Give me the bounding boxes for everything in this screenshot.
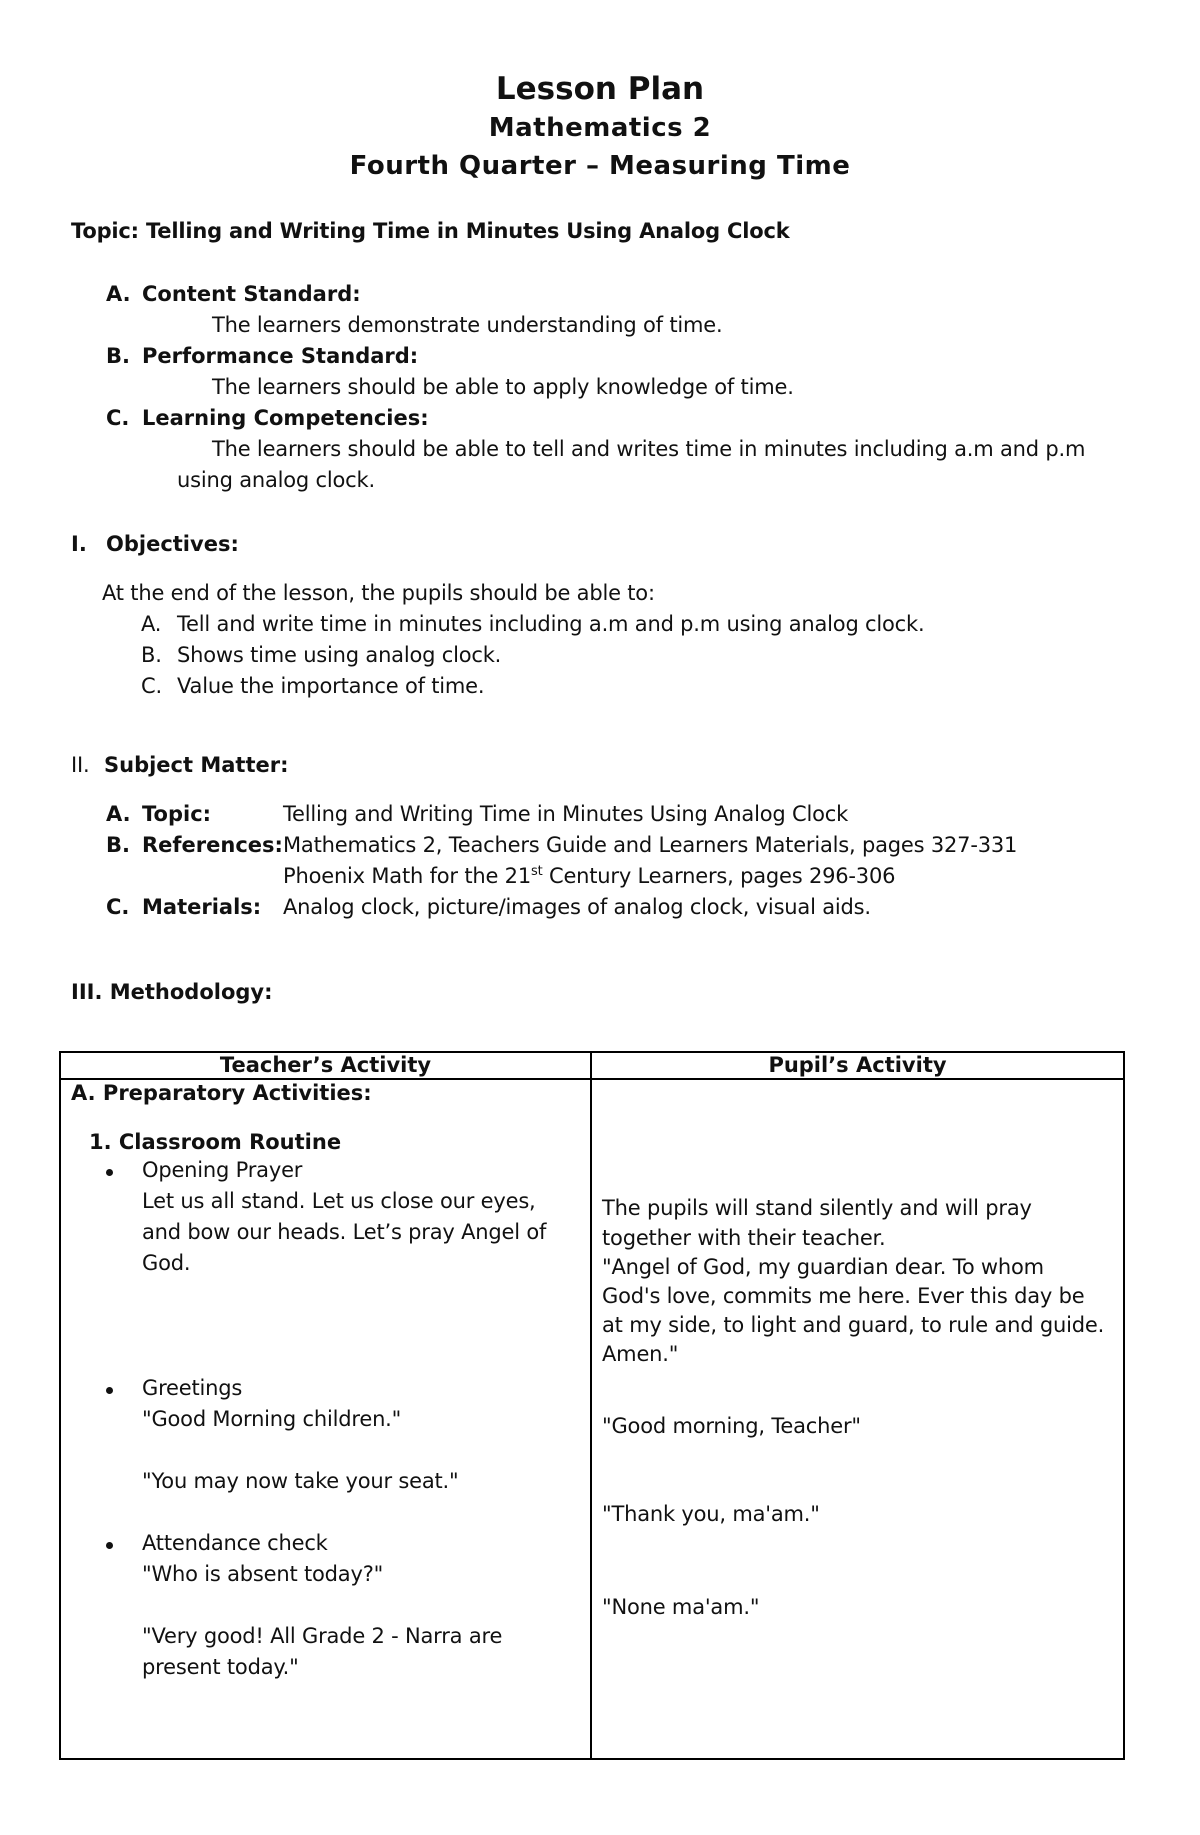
greetings-line: "Good Morning children." <box>142 1407 402 1431</box>
subject-matter-heading: Subject Matter: <box>104 753 289 777</box>
sm-topic-label: Topic: <box>142 802 212 826</box>
objective-b-text: Shows time using analog clock. <box>177 643 502 667</box>
sm-materials-label: Materials: <box>142 895 262 919</box>
sm-reference-2-pre: Phoenix Math for the 21 <box>283 864 532 888</box>
objectives-intro: At the end of the lesson, the pupils should be able to: <box>102 581 655 605</box>
pupil-prayer-line-5: at my side, to light and guard, to rule and guide. <box>602 1313 1105 1337</box>
subject-matter-marker: II. <box>71 753 90 777</box>
pupil-attendance-reply: "None ma'am." <box>602 1595 760 1619</box>
subject-title: Mathematics 2 <box>488 113 712 143</box>
methodology-heading: III. Methodology: <box>71 980 273 1004</box>
learning-competencies-text-2: using analog clock. <box>177 468 375 492</box>
sm-references-label: References: <box>142 833 283 857</box>
objective-a-text: Tell and write time in minutes including a.m and p.m using analog clock. <box>177 612 925 636</box>
greetings-bullet <box>106 1387 113 1394</box>
objectives-heading: Objectives: <box>106 532 239 556</box>
sm-references-marker: B. <box>106 833 130 857</box>
sm-reference-1: Mathematics 2, Teachers Guide and Learners Materials, pages 327-331 <box>283 833 1018 857</box>
greetings-title: Greetings <box>142 1376 243 1400</box>
learning-competencies-text-1: The learners should be able to tell and writes time in minutes including a.m and p.m <box>212 437 1086 461</box>
classroom-routine: 1. Classroom Routine <box>89 1130 342 1154</box>
content-standard-label: Content Standard: <box>142 282 361 306</box>
performance-standard-label: Performance Standard: <box>142 344 419 368</box>
pupil-prayer-line-2: together with their teacher. <box>602 1226 886 1250</box>
content-standard-marker: A. <box>106 282 131 306</box>
learning-competencies-marker: C. <box>106 406 130 430</box>
attendance-title: Attendance check <box>142 1531 328 1555</box>
sm-materials-value: Analog clock, picture/images of analog clock, visual aids. <box>283 895 871 919</box>
sm-reference-2 <box>283 864 895 888</box>
sm-topic-value: Telling and Writing Time in Minutes Using Analog Clock <box>283 802 849 826</box>
sm-materials-marker: C. <box>106 895 130 919</box>
very-good-line-2: present today." <box>142 1655 299 1679</box>
quarter-title: Fourth Quarter – Measuring Time <box>349 151 851 181</box>
very-good-line-1: "Very good! All Grade 2 - Narra are <box>142 1624 503 1648</box>
objective-b-marker: B. <box>141 643 162 667</box>
prayer-line-3: God. <box>142 1251 191 1275</box>
preparatory-activities: A. Preparatory Activities: <box>71 1081 372 1105</box>
performance-standard-marker: B. <box>106 344 130 368</box>
sm-topic-marker: A. <box>106 802 131 826</box>
objective-c-text: Value the importance of time. <box>177 674 485 698</box>
pupil-prayer-line-4: God's love, commits me here. Ever this day be <box>602 1284 1085 1308</box>
objectives-marker: I. <box>71 532 87 556</box>
methodology-table <box>59 1051 1125 1760</box>
prayer-line-2: and bow our heads. Let’s pray Angel of <box>142 1220 547 1244</box>
pupil-prayer-line-3: "Angel of God, my guardian dear. To whom <box>602 1255 1044 1279</box>
content-standard-text: The learners demonstrate understanding of time. <box>212 313 723 337</box>
prayer-bullet <box>106 1169 113 1176</box>
attendance-line: "Who is absent today?" <box>142 1562 384 1586</box>
pupil-greeting-reply: "Good morning, Teacher" <box>602 1414 861 1438</box>
sm-reference-2-post: Century Learners, pages 296-306 <box>542 864 896 888</box>
page-title: Lesson Plan <box>495 71 705 107</box>
pupil-activity-header: Pupil’s Activity <box>591 1052 1124 1079</box>
pupil-prayer-line-1: The pupils will stand silently and will pray <box>602 1196 1032 1220</box>
attendance-bullet <box>106 1542 113 1549</box>
objective-c-marker: C. <box>141 674 162 698</box>
topic-line: Topic: Telling and Writing Time in Minutes Using Analog Clock <box>71 219 790 243</box>
teacher-activity-cell <box>60 1079 591 1759</box>
teacher-activity-header: Teacher’s Activity <box>60 1052 591 1079</box>
pupil-prayer-line-6: Amen." <box>602 1342 679 1366</box>
performance-standard-text: The learners should be able to apply knowledge of time. <box>212 375 794 399</box>
seat-line: "You may now take your seat." <box>142 1469 459 1493</box>
prayer-title: Opening Prayer <box>142 1158 303 1182</box>
pupil-seat-reply: "Thank you, ma'am." <box>602 1502 820 1526</box>
learning-competencies-label: Learning Competencies: <box>142 406 429 430</box>
pupil-activity-cell <box>591 1079 1124 1759</box>
sm-reference-2-sup: st <box>531 864 543 879</box>
objective-a-marker: A. <box>141 612 162 636</box>
prayer-line-1: Let us all stand. Let us close our eyes, <box>142 1189 536 1213</box>
